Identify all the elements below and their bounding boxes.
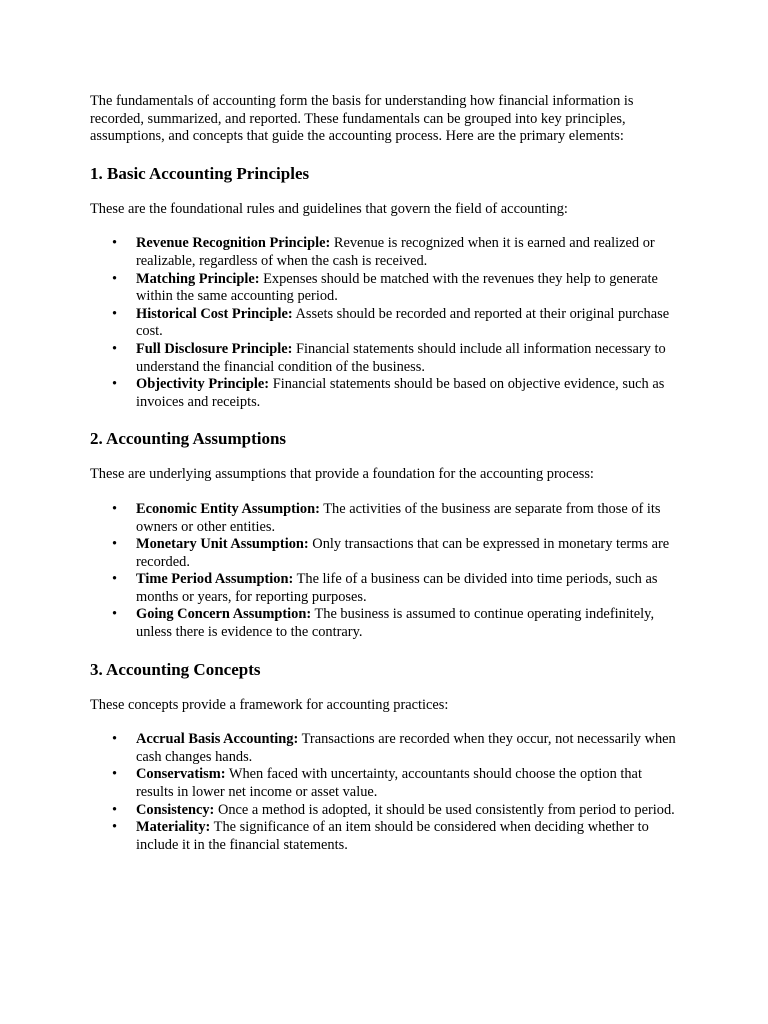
list-item-term: Matching Principle:: [136, 270, 260, 287]
assumptions-list: [90, 501, 682, 642]
bullet-icon: •: [112, 270, 118, 287]
document-page: [90, 93, 682, 872]
bullet-icon: •: [112, 571, 118, 588]
list-item: [112, 376, 682, 411]
list-item-term: Conservatism:: [136, 766, 226, 783]
list-item-term: Consistency:: [136, 801, 215, 818]
list-item-term: Time Period Assumption:: [136, 571, 294, 588]
section-intro-principles: These are the foundational rules and guidelines that govern the field of accounting:: [90, 200, 568, 217]
section-intro-concepts: These concepts provide a framework for accounting practices:: [90, 696, 449, 713]
bullet-icon: •: [112, 235, 118, 252]
list-item: [112, 340, 682, 376]
list-item-term: Revenue Recognition Principle:: [136, 235, 331, 252]
list-item-text: The significance of an item should be considered when deciding whether to include it in the financial statements.: [136, 819, 649, 853]
section-heading-principles: 1. Basic Accounting Principles: [90, 163, 310, 183]
list-item-term: Full Disclosure Principle:: [136, 340, 293, 357]
bullet-icon: •: [112, 819, 118, 836]
section-intro-assumptions: These are underlying assumptions that provide a foundation for the accounting process:: [90, 466, 594, 483]
list-item-text: Only transactions that can be expressed in monetary terms are recorded.: [136, 536, 670, 570]
list-item-text: The life of a business can be divided into time periods, such as months or years, for reporting purposes.: [136, 571, 658, 605]
list-item-text: Expenses should be matched with the revenues they help to generate within the same accounting period.: [136, 270, 658, 305]
list-item-term: Accrual Basis Accounting:: [136, 731, 299, 748]
list-item: [112, 766, 682, 801]
list-item-term: Going Concern Assumption:: [136, 606, 312, 623]
list-item: [112, 500, 682, 536]
list-item-term: Materiality:: [136, 819, 211, 836]
list-item-term: Monetary Unit Assumption:: [136, 536, 309, 553]
list-item-text: When faced with uncertainty, accountants should choose the option that results in lower net income or asset value.: [136, 766, 642, 801]
section-heading-concepts: 3. Accounting Concepts: [90, 659, 261, 679]
bullet-icon: •: [112, 801, 118, 818]
list-item-text: Financial statements should include all information necessary to understand the financial condition of the business.: [136, 340, 666, 375]
concepts-list: [90, 731, 682, 854]
list-item: [112, 801, 682, 820]
list-item-term: Historical Cost Principle:: [136, 305, 293, 322]
bullet-icon: •: [112, 731, 118, 748]
bullet-icon: •: [112, 376, 118, 393]
list-item: [112, 731, 682, 766]
list-item-term: Economic Entity Assumption:: [136, 500, 320, 517]
bullet-icon: •: [112, 536, 118, 553]
intro-paragraph: The fundamentals of accounting form the basis for understanding how financial information is recorded, summarized, and reported. These fundamentals can be grouped into key principles, assumptions, and concepts that guide the accounting process. Here are the primary elements:: [90, 93, 634, 145]
list-item-text: Once a method is adopted, it should be used consistently from period to period.: [214, 801, 675, 818]
bullet-icon: •: [112, 766, 118, 783]
section-heading-assumptions: 2. Accounting Assumptions: [90, 429, 287, 449]
list-item: [112, 536, 682, 571]
list-item-term: Objectivity Principle:: [136, 376, 270, 393]
list-item: [112, 606, 682, 641]
list-item: [112, 270, 682, 306]
bullet-icon: •: [112, 340, 118, 357]
list-item-text: Financial statements should be based on objective evidence, such as invoices and receipts.: [136, 376, 665, 410]
bullet-icon: •: [112, 500, 118, 517]
list-item-text: Revenue is recognized when it is earned and realized or realizable, regardless of when the cash is received.: [136, 235, 655, 269]
list-item-text: The activities of the business are separate from those of its owners or other entities.: [136, 500, 661, 535]
bullet-icon: •: [112, 305, 118, 322]
bullet-icon: •: [112, 606, 118, 623]
list-item-text: The business is assumed to continue operating indefinitely, unless there is evidence to the contrary.: [136, 606, 655, 641]
list-item-text: Transactions are recorded when they occur, not necessarily when cash changes hands.: [136, 731, 676, 765]
list-item: [112, 235, 682, 270]
principles-list: [90, 235, 682, 411]
list-item: [112, 305, 682, 341]
list-item: [112, 571, 682, 606]
list-item: [112, 819, 682, 854]
list-item-text: Assets should be recorded and reported at their original purchase cost.: [136, 305, 670, 340]
